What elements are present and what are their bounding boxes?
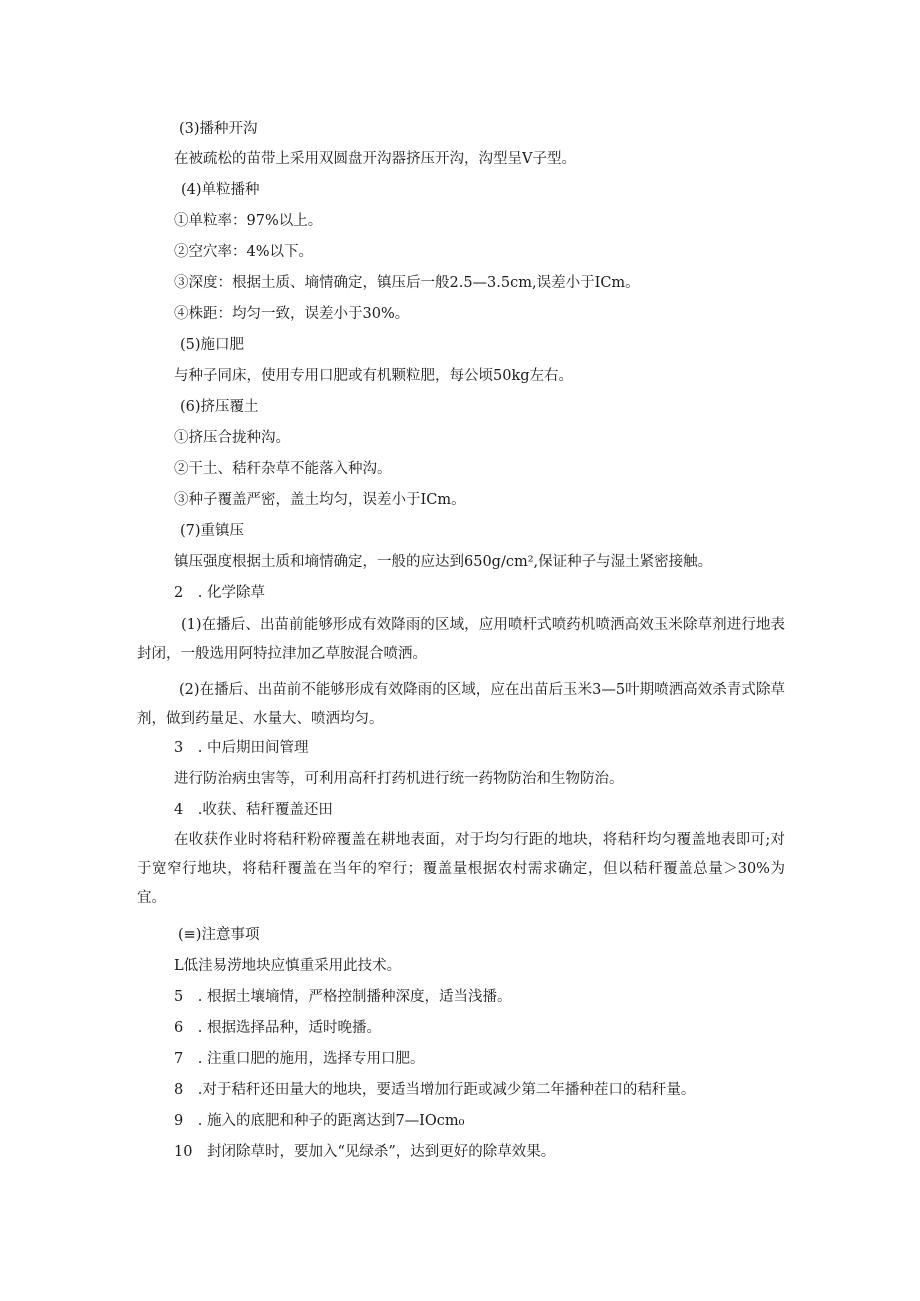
section-heading-weeding: 2 . 化学除草 (174, 585, 265, 601)
subheading-single-seed: (4)单粒播种 (181, 182, 260, 198)
text-line: 与种子同床，使用专用口肥或有机颗粒肥，每公顷50kg左右。 (174, 368, 574, 384)
list-item: ②干土、秸秆杂草不能落入种沟。 (174, 461, 392, 477)
note-item: 6 . 根据选择品种，适时晚播。 (174, 1020, 381, 1036)
text-line: 进行防治病虫害等，可利用高秆打药机进行统一药物防治和生物防治。 (174, 771, 624, 787)
list-item: ③深度：根据土质、墒情确定，镇压后一般2.5—3.5cm,误差小于ICm。 (174, 275, 640, 291)
section-heading-field-management: 3 . 中后期田间管理 (174, 740, 309, 756)
subheading-heavy-press: (7)重镇压 (180, 523, 245, 539)
list-item: ②空穴率：4%以下。 (174, 244, 314, 260)
list-item: ③种子覆盖严密，盖土均匀，误差小于ICm。 (174, 492, 466, 508)
note-item: L低洼易涝地块应慎重采用此技术。 (174, 958, 402, 974)
list-item: ①单粒率：97%以上。 (174, 213, 323, 229)
list-item: ①挤压合拢种沟。 (174, 430, 290, 446)
section-heading-notes: (≡)注意事项 (178, 927, 260, 943)
note-item: 5 . 根据土壤墒情，严格控制播种深度，适当浅播。 (174, 989, 512, 1005)
note-item: 9 . 施入的底肥和种子的距离达到7—IOcm₀ (174, 1113, 465, 1129)
text-line: 镇压强度根据土质和墒情确定，一般的应达到650g∕cm²,保证种子与湿土紧密接触。 (174, 554, 713, 570)
subheading-sowing-trench: (3)播种开沟 (179, 121, 258, 137)
note-item: 10 封闭除草时，要加入“见绿杀”，达到更好的除草效果。 (174, 1144, 556, 1160)
note-item: 8 .对于秸秆还田量大的地块，要适当增加行距或减少第二年播种茬口的秸秆量。 (174, 1082, 696, 1098)
list-item: ④株距：均匀一致，误差小于30%。 (174, 306, 410, 322)
section-heading-harvest: 4 .收获、秸秆覆盖还田 (174, 802, 333, 818)
paragraph-harvest: 在收获作业时将秸秆粉碎覆盖在耕地表面，对于均匀行距的地块，将秸秆均匀覆盖地表即可;对于宽窄行地块，将秸秆覆盖在当年的窄行；覆盖量根据农村需求确定，但以秸秆覆盖总量＞30%为宜。 (137, 832, 785, 906)
subheading-soil-cover: (6)挤压覆土 (180, 399, 259, 415)
text-line: 在被疏松的苗带上采用双圆盘开沟器挤压开沟，沟型呈V子型。 (174, 151, 576, 167)
paragraph-weeding-2: (2)在播后、出苗前不能够形成有效降雨的区域，应在出苗后玉米3—5叶期喷洒高效杀青式除草剂，做到药量足、水量大、喷洒均匀。 (137, 682, 785, 727)
note-item: 7 . 注重口肥的施用，选择专用口肥。 (174, 1051, 425, 1067)
subheading-fertilizer: (5)施口肥 (180, 337, 245, 353)
paragraph-weeding-1: (1)在播后、出苗前能够形成有效降雨的区域，应用喷杆式喷药机喷洒高效玉米除草剂进行地表封闭，一般选用阿特拉津加乙草胺混合喷洒。 (137, 617, 785, 662)
